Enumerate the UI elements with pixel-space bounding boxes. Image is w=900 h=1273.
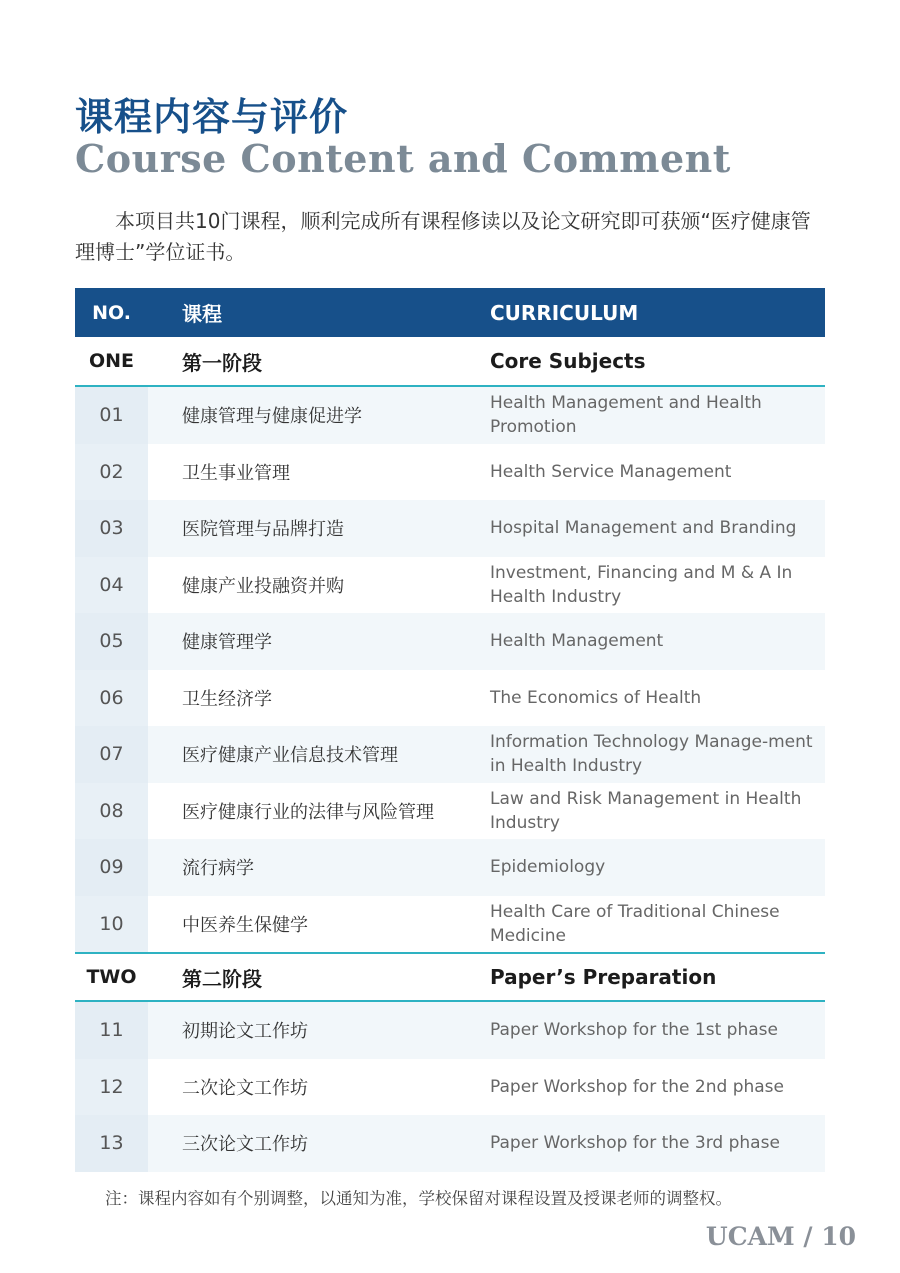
- course-cn: 卫生经济学: [182, 688, 272, 710]
- intro-paragraph: 本项目共10门课程，顺利完成所有课程修读以及论文研究即可获颁“医疗健康管理博士”学位证书。: [75, 209, 811, 264]
- course-no: 06: [75, 670, 148, 727]
- page-title-cn: 课程内容与评价: [75, 95, 349, 139]
- course-cn: 医院管理与品牌打造: [182, 519, 344, 541]
- course-en: Paper Workshop for the 1st phase: [490, 1020, 778, 1041]
- header-no: NO.: [92, 301, 131, 324]
- footnote: 注：课程内容如有个别调整，以通知为准，学校保留对课程设置及授课老师的调整权。: [105, 1189, 732, 1208]
- table-row: [75, 387, 825, 444]
- course-cn: 医疗健康行业的法律与风险管理: [182, 801, 434, 823]
- course-en: Paper Workshop for the 2nd phase: [490, 1076, 784, 1097]
- stage-one-en: Core Subjects: [490, 349, 646, 373]
- course-cn: 三次论文工作坊: [182, 1134, 308, 1156]
- table-row: [75, 896, 825, 953]
- course-no: 03: [75, 500, 148, 557]
- stage-one-cn: 第一阶段: [182, 350, 262, 375]
- course-en: Health Management and Health Promotion: [490, 393, 762, 438]
- stage-one-row: [75, 337, 825, 387]
- stage-two-en: Paper’s Preparation: [490, 965, 717, 989]
- course-en: The Economics of Health: [490, 687, 702, 708]
- course-en: Health Management: [490, 631, 664, 652]
- table-row: [75, 613, 825, 670]
- stage-two-no: TWO: [86, 966, 137, 988]
- page-footer: UCAM / 10: [705, 1222, 856, 1251]
- course-no: 12: [75, 1059, 148, 1116]
- course-no: 13: [75, 1115, 148, 1172]
- course-en: Investment, Financing and M & A In Health Industry: [490, 562, 793, 607]
- course-cn: 二次论文工作坊: [182, 1077, 308, 1099]
- course-no: 01: [75, 387, 148, 444]
- course-no: 07: [75, 726, 148, 783]
- stage-two-row: [75, 952, 825, 1002]
- page-title-en: Course Content and Comment: [75, 136, 731, 181]
- stage-two-cn: 第二阶段: [182, 966, 262, 991]
- table-row: [75, 726, 825, 783]
- course-en: Law and Risk Management in Health Industry: [490, 788, 802, 833]
- table-row: [75, 557, 825, 614]
- course-en: Information Technology Manage-ment in Health Industry: [490, 732, 813, 777]
- course-no: 05: [75, 613, 148, 670]
- table-row: [75, 444, 825, 501]
- course-cn: 医疗健康产业信息技术管理: [182, 745, 398, 767]
- table-row: [75, 670, 825, 727]
- course-no: 09: [75, 839, 148, 896]
- course-en: Health Care of Traditional Chinese Medicine: [490, 901, 780, 946]
- course-en: Epidemiology: [490, 857, 606, 878]
- course-cn: 初期论文工作坊: [182, 1021, 308, 1043]
- table-header: [75, 288, 825, 337]
- course-cn: 流行病学: [182, 858, 254, 880]
- course-cn: 健康管理与健康促进学: [182, 406, 362, 428]
- course-en: Health Service Management: [490, 461, 732, 482]
- course-no: 04: [75, 557, 148, 614]
- course-cn: 卫生事业管理: [182, 462, 290, 484]
- table-row: [75, 1002, 825, 1059]
- table-row: [75, 783, 825, 840]
- course-cn: 中医养生保健学: [182, 914, 308, 936]
- header-cn: 课程: [182, 302, 222, 326]
- course-cn: 健康产业投融资并购: [182, 575, 344, 597]
- course-no: 08: [75, 783, 148, 840]
- table-row: [75, 839, 825, 896]
- course-no: 02: [75, 444, 148, 501]
- course-en: Hospital Management and Branding: [490, 518, 797, 539]
- stage-one-no: ONE: [88, 350, 135, 372]
- course-no: 10: [75, 896, 148, 953]
- course-no: 11: [75, 1002, 148, 1059]
- table-row: [75, 1115, 825, 1172]
- curriculum-table: [75, 288, 825, 1172]
- header-en: CURRICULUM: [490, 300, 639, 325]
- table-row: [75, 500, 825, 557]
- course-cn: 健康管理学: [182, 632, 272, 654]
- course-en: Paper Workshop for the 3rd phase: [490, 1133, 780, 1154]
- table-row: [75, 1059, 825, 1116]
